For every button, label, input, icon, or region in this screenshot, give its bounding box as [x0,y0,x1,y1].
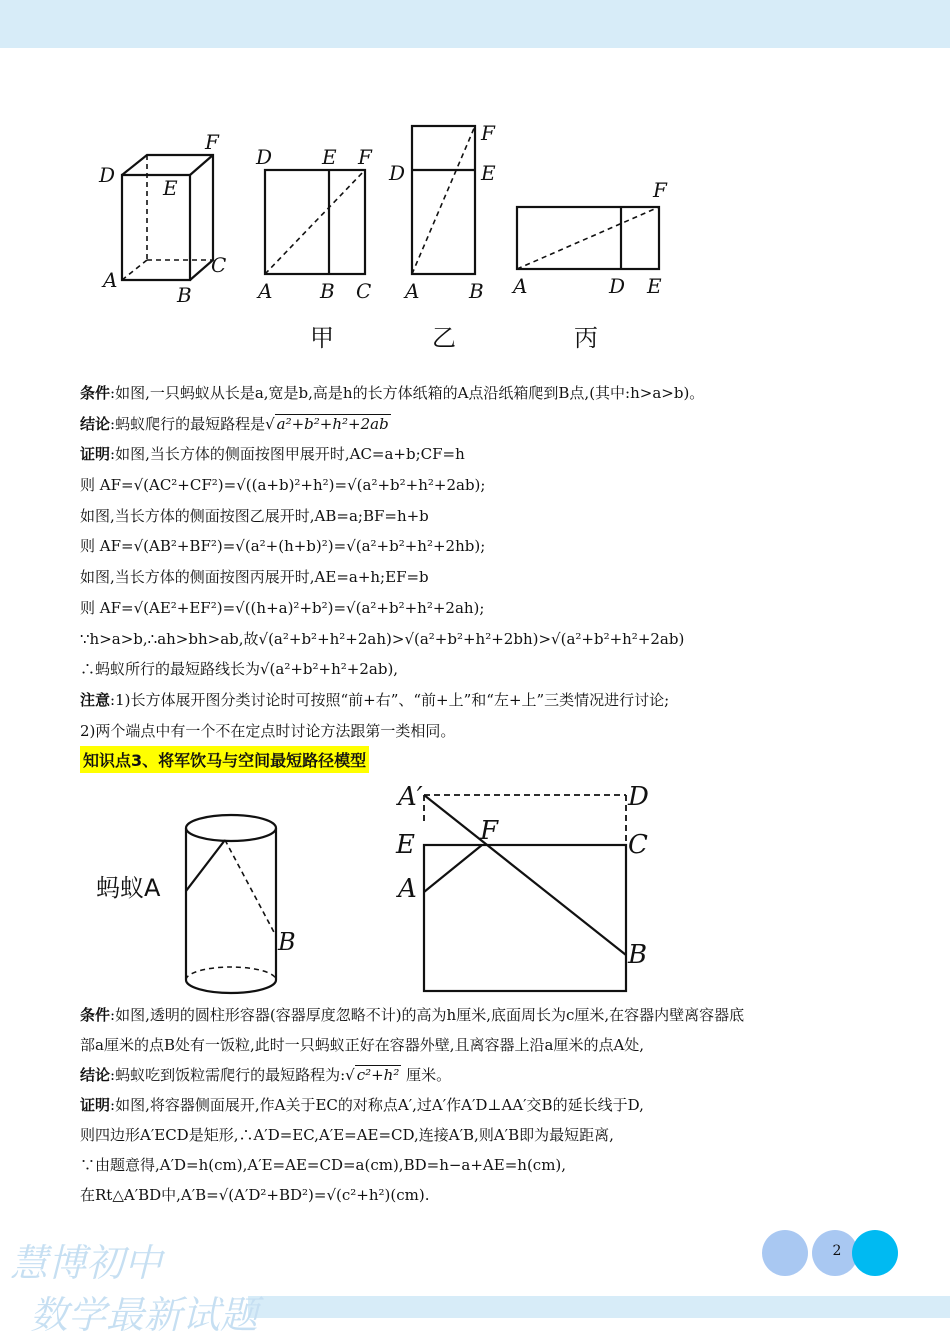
deco-circle [852,1230,898,1276]
cuboid-figure [95,125,245,310]
text: :蚂蚁吃到饭粒需爬行的最短路程为: [110,1066,346,1084]
proof-line: 则 AF=√(AB²+BF²)=√(a²+(h+b)²)=√(a²+b²+h²+2hb); [80,537,486,556]
fig4-label: F [653,178,667,202]
section1-text [80,378,880,746]
label-conclusion: 结论 [80,414,111,433]
fig1-label: B [177,283,192,307]
text: 厘米。 [401,1066,452,1084]
fig4-label: E [647,274,662,298]
fig2-label: E [322,145,337,169]
proof-line [80,439,880,470]
unfolded-rect-figure [390,775,670,1000]
cylinder-ant-label: 蚂蚁A [96,874,161,902]
net-figure-yi [385,118,505,308]
proof-line: 则 AF=√(AE²+EF²)=√((h+a)²+b²)=√(a²+b²+h²+2ah); [80,598,485,617]
rect-label: A [398,874,417,904]
fig3-label: F [481,121,495,145]
radicand: c²+h² [356,1066,400,1084]
label-conclusion: 结论 [80,1066,111,1084]
fig1-label: C [211,253,227,277]
rect-label: F [480,816,499,846]
caption-yi: 乙 [432,324,456,352]
proof-line: 如图,当长方体的侧面按图乙展开时,AB=a;BF=h+b [80,506,429,525]
text: :如图,透明的圆柱形容器(容器厚度忽略不计)的高为h厘米,底面周长为c厘米,在容器内壁离容器底 [110,1006,745,1024]
proof-line: ∵由题意得,A′D=h(cm),A′E=AE=CD=a(cm),BD=h−a+AE=h(cm), [80,1156,567,1174]
fig2-label: B [320,279,335,303]
fig1-label: A [103,268,118,292]
condition-line [80,378,880,409]
proof-line: 则四边形A′ECD是矩形,∴A′D=EC,A′E=AE=CD,连接A′B,则A′B即为最短距离, [80,1126,614,1144]
fig1-label: F [205,130,219,154]
conclusion-line [80,409,880,440]
text: :如图,将容器侧面展开,作A关于EC的对称点A′,过A′作A′D⊥AA′交B的延长线于D, [110,1096,644,1114]
rect-label: B [628,940,648,970]
fig3-label: D [389,161,406,185]
page-number-badge [760,1229,900,1277]
text: :1)长方体展开图分类讨论时可按照“前+右”、“前+上”和“左+上”三类情况进行讨论; [110,690,670,709]
cylinder-b-label: B [278,928,296,956]
section2-text [80,1000,880,1210]
section-heading: 知识点3、将军饮马与空间最短路径模型 [80,746,369,773]
radicand: a²+b²+h²+2ab [276,414,389,433]
note-line [80,685,880,716]
rect-label: A′ [398,782,423,812]
condition-line [80,1000,880,1030]
fig1-label: D [99,163,116,187]
fig2-label: F [358,145,372,169]
rect-label: C [628,830,648,860]
proof-line: 则 AF=√(AC²+CF²)=√((a+b)²+h²)=√(a²+b²+h²+2ab); [80,476,486,495]
proof-line: 如图,当长方体的侧面按图丙展开时,AE=a+h;EF=b [80,568,429,587]
net-figure-bing [505,175,685,305]
sqrt-expression: √ c²+h² [345,1066,400,1084]
fig2-label: D [256,145,273,169]
net-figure-jia [250,140,390,310]
fig3-label: A [405,279,420,303]
proof-line: ∴蚂蚁所行的最短路线长为√(a²+b²+h²+2ab), [80,660,399,679]
proof-line: 在Rt△A′BD中,A′B=√(A′D²+BD²)=√(c²+h²)(cm). [80,1186,430,1204]
fig3-label: E [481,161,496,185]
fig1-label: E [163,176,178,200]
proof-line [80,1090,880,1120]
text: :如图,一只蚂蚁从长是a,宽是b,高是h的长方体纸箱的A点沿纸箱爬到B点,(其中:h>a>b)。 [110,384,705,402]
cylinder-figure [90,808,320,998]
header-band [0,0,950,48]
condition-line-cont: 部a厘米的点B处有一饭粒,此时一只蚂蚁正好在容器外壁,且离容器上沿a厘米的点A处, [80,1036,645,1054]
deco-circle [762,1230,808,1276]
note-line: 2)两个端点中有一个不在定点时讨论方法跟第一类相同。 [80,721,456,740]
text: :蚂蚁爬行的最短路程是 [110,414,266,433]
fig4-label: D [609,274,626,298]
conclusion-line [80,1060,880,1090]
rect-label: D [628,782,649,812]
footer-band [248,1296,950,1318]
page-number: 2 [832,1243,842,1259]
caption-bing: 丙 [574,324,598,352]
sqrt-expression: √ a²+b²+h²+2ab [265,414,389,433]
fig2-label: A [258,279,273,303]
watermark-line1: 慧博初中 [10,1241,163,1285]
fig4-label: A [513,274,528,298]
label-condition: 条件 [80,384,111,402]
label-note: 注意 [80,690,111,709]
text: :如图,当长方体的侧面按图甲展开时,AC=a+b;CF=h [110,445,465,464]
fig2-label: C [356,279,372,303]
rect-label: E [396,830,415,860]
label-condition: 条件 [80,1006,111,1024]
label-proof: 证明 [80,445,111,464]
watermark-line2: 数学最新试题 [30,1293,259,1337]
caption-jia: 甲 [310,324,334,352]
proof-line: ∵h>a>b,∴ah>bh>ab,故√(a²+b²+h²+2ah)>√(a²+b²+h²+2bh)>√(a²+b²+h²+2ab) [80,629,685,648]
fig3-label: B [469,279,484,303]
label-proof: 证明 [80,1096,111,1114]
